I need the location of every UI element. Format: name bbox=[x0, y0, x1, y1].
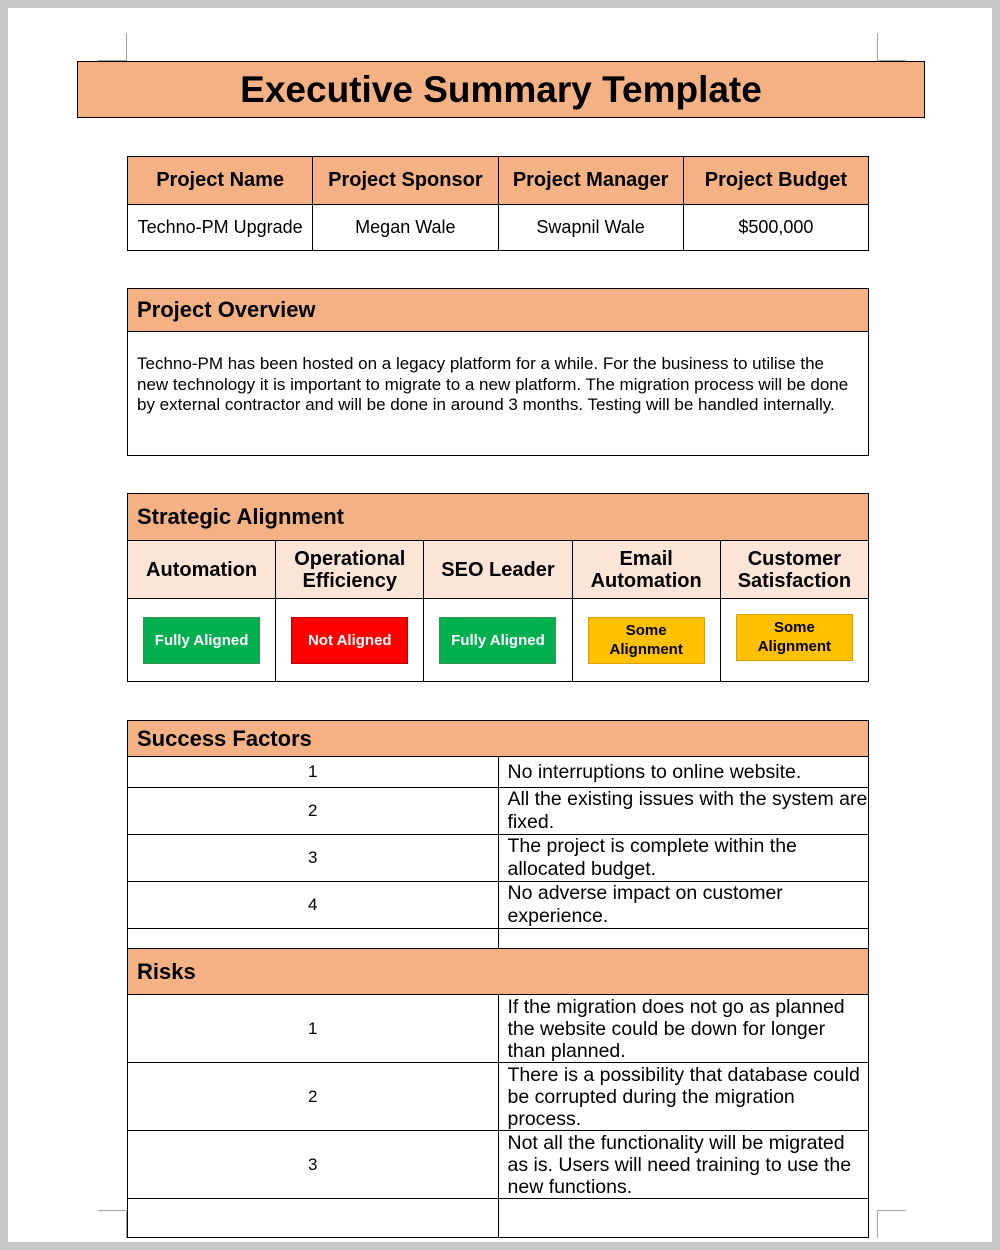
header-project-name: Project Name bbox=[128, 157, 313, 205]
item-number: 1 bbox=[128, 757, 499, 788]
value-project-name: Techno-PM Upgrade bbox=[128, 205, 313, 251]
alignment-status-cell bbox=[276, 599, 424, 682]
list-item bbox=[128, 1063, 869, 1131]
risks-heading: Risks bbox=[128, 949, 869, 995]
header-project-manager: Project Manager bbox=[498, 157, 683, 205]
list-item bbox=[128, 788, 869, 835]
strategic-alignment-heading: Strategic Alignment bbox=[128, 494, 869, 541]
risks-table bbox=[127, 948, 869, 1238]
crop-mark-bottom-right bbox=[877, 1210, 878, 1238]
project-info-table bbox=[127, 156, 869, 251]
success-factors-table bbox=[127, 720, 869, 960]
item-text: No adverse impact on customer experience. bbox=[498, 882, 869, 929]
list-item-empty bbox=[128, 1199, 869, 1238]
list-item bbox=[128, 835, 869, 882]
crop-mark-bottom-right-h bbox=[878, 1210, 906, 1211]
strategic-alignment-table bbox=[127, 493, 869, 682]
status-badge: Some Alignment bbox=[588, 617, 705, 664]
alignment-status-cell bbox=[424, 599, 572, 682]
alignment-status-cell bbox=[572, 599, 720, 682]
project-overview-text: Techno-PM has been hosted on a legacy platform for a while. For the business to utilise the new technology it is important to migrate to a new platform. The migration process will be done by external contractor and will be done in around 3 months. Testing will be handled internally. bbox=[137, 354, 849, 414]
header-project-sponsor: Project Sponsor bbox=[313, 157, 498, 205]
item-text: The project is complete within the allocated budget. bbox=[498, 835, 869, 882]
project-overview-heading: Project Overview bbox=[128, 289, 868, 332]
item-number: 3 bbox=[128, 1131, 499, 1199]
list-item bbox=[128, 1131, 869, 1199]
alignment-status-cell bbox=[720, 599, 868, 682]
list-item bbox=[128, 757, 869, 788]
crop-mark-bottom-left-h bbox=[98, 1210, 126, 1211]
value-project-sponsor: Megan Wale bbox=[313, 205, 498, 251]
alignment-column-operational-efficiency: Operational Efficiency bbox=[276, 541, 424, 599]
value-project-budget: $500,000 bbox=[683, 205, 868, 251]
list-item bbox=[128, 882, 869, 929]
item-text: Not all the functionality will be migrated as is. Users will need training to use the new functions. bbox=[498, 1131, 869, 1199]
crop-mark-top-left bbox=[126, 33, 127, 61]
crop-mark-top-right bbox=[877, 33, 878, 61]
item-text: There is a possibility that database could be corrupted during the migration process. bbox=[498, 1063, 869, 1131]
status-badge: Some Alignment bbox=[736, 614, 853, 661]
status-badge: Fully Aligned bbox=[439, 617, 556, 664]
alignment-column-customer-satisfaction: Customer Satisfaction bbox=[720, 541, 868, 599]
status-badge: Fully Aligned bbox=[143, 617, 260, 664]
item-text-empty bbox=[498, 1199, 869, 1238]
value-project-manager: Swapnil Wale bbox=[498, 205, 683, 251]
alignment-column-seo-leader: SEO Leader bbox=[424, 541, 572, 599]
item-number: 2 bbox=[128, 788, 499, 835]
item-number: 4 bbox=[128, 882, 499, 929]
document-title: Executive Summary Template bbox=[77, 61, 925, 118]
item-number-empty bbox=[128, 1199, 499, 1238]
project-overview-section bbox=[127, 288, 869, 456]
alignment-column-email-automation: Email Automation bbox=[572, 541, 720, 599]
item-number: 3 bbox=[128, 835, 499, 882]
alignment-column-automation: Automation bbox=[128, 541, 276, 599]
header-project-budget: Project Budget bbox=[683, 157, 868, 205]
item-text: No interruptions to online website. bbox=[498, 757, 869, 788]
item-number: 1 bbox=[128, 995, 499, 1063]
document-page bbox=[8, 8, 992, 1242]
item-number: 2 bbox=[128, 1063, 499, 1131]
alignment-status-cell bbox=[128, 599, 276, 682]
item-text: All the existing issues with the system are fixed. bbox=[498, 788, 869, 835]
success-factors-heading: Success Factors bbox=[128, 721, 869, 757]
list-item bbox=[128, 995, 869, 1063]
item-text: If the migration does not go as planned the website could be down for longer than planned. bbox=[498, 995, 869, 1063]
status-badge: Not Aligned bbox=[291, 617, 408, 664]
